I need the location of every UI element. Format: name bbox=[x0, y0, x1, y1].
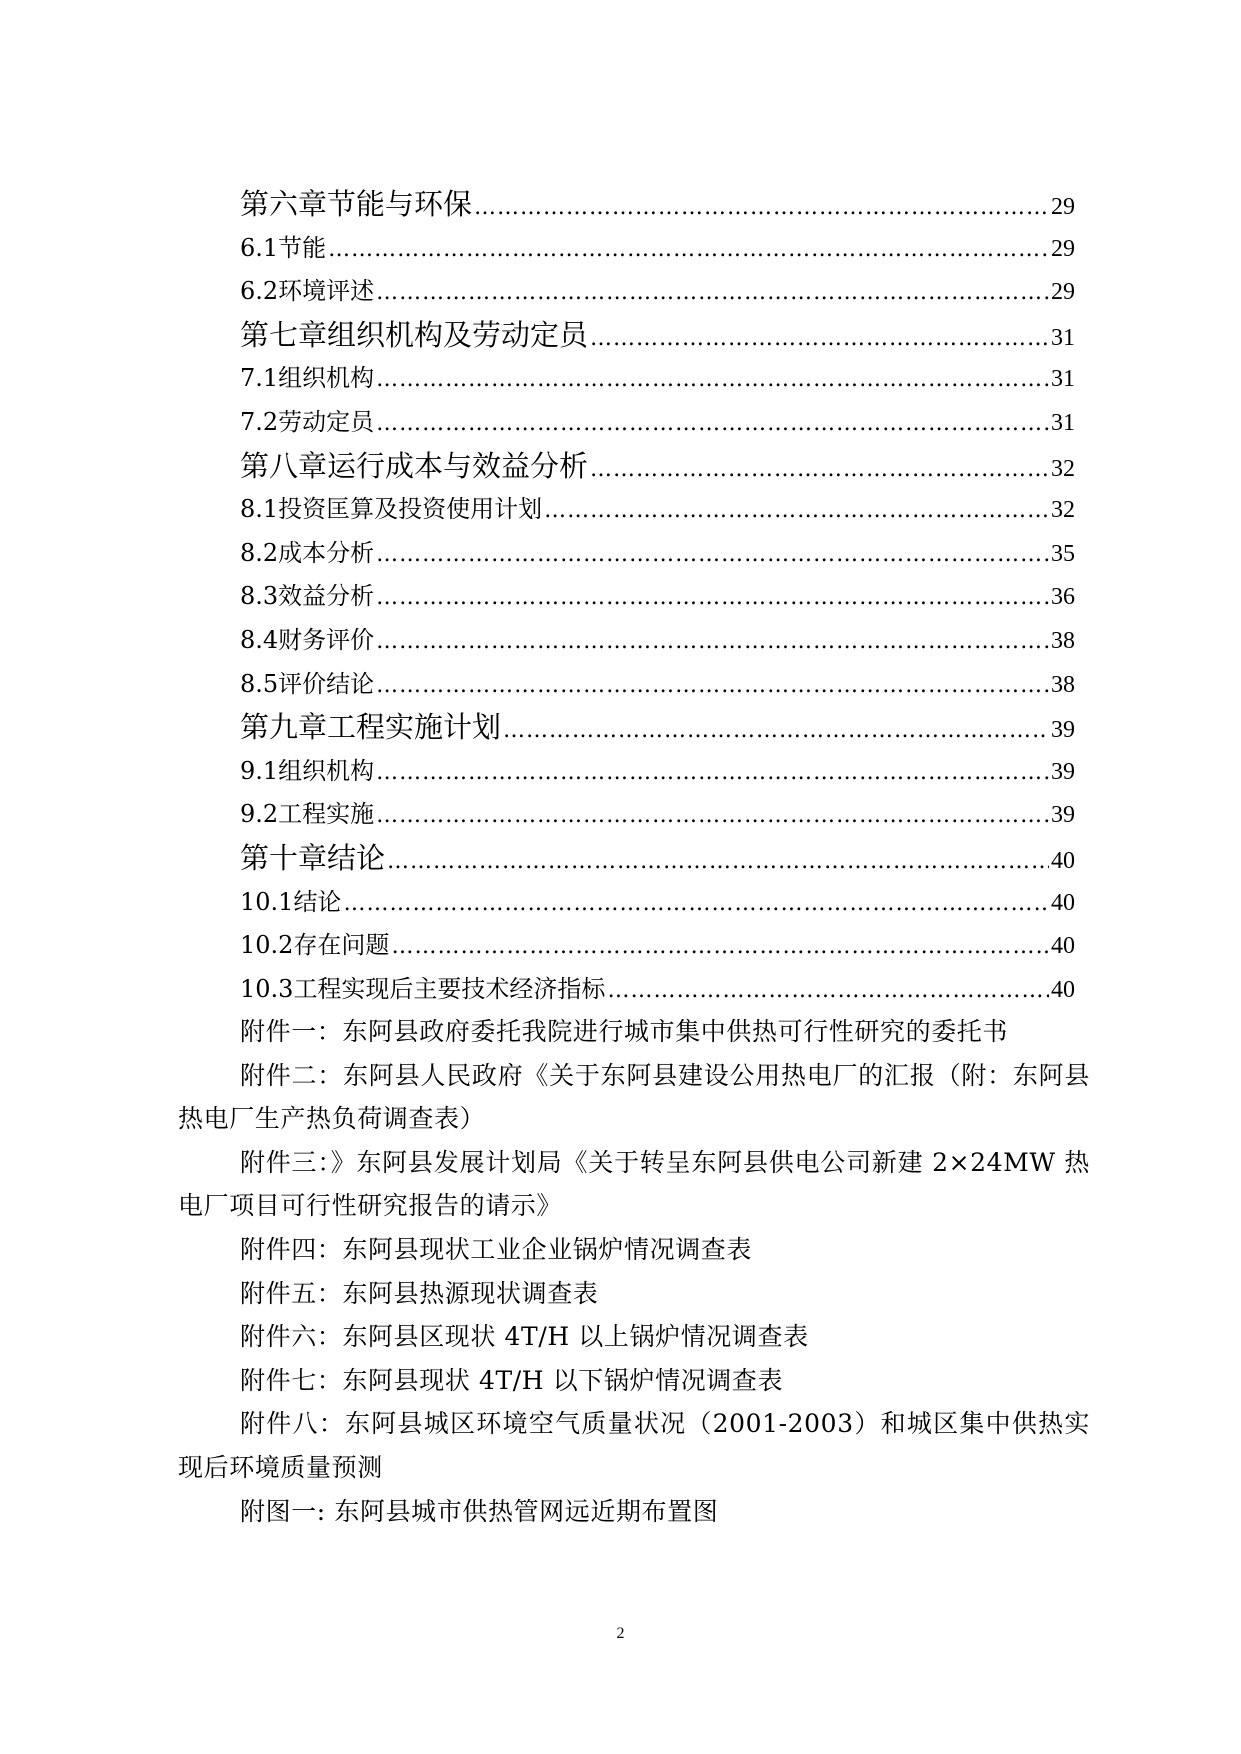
toc-title: 运行成本与效益分析 bbox=[327, 448, 589, 483]
toc-page-number: 31 bbox=[1051, 366, 1075, 393]
toc-chapter[interactable] bbox=[240, 837, 1075, 881]
appendix-item: 附件三：》东阿县发展计划局《关于转呈东阿县供电公司新建 2×24MW 热电厂项目可行性研究报告的请示》 bbox=[178, 1147, 1090, 1221]
toc-page-number: 36 bbox=[1051, 584, 1075, 611]
toc-section[interactable] bbox=[240, 227, 1075, 271]
toc-section[interactable] bbox=[240, 924, 1075, 968]
toc-title: 效益分析 bbox=[278, 582, 375, 611]
toc-chapter[interactable] bbox=[240, 183, 1075, 227]
toc-page-number: 40 bbox=[1051, 847, 1075, 874]
toc-title: 结论 bbox=[327, 840, 386, 875]
toc-chapter[interactable] bbox=[240, 314, 1075, 358]
toc-title: 劳动定员 bbox=[278, 407, 375, 436]
toc-number: 8.2 bbox=[240, 538, 279, 567]
toc-leader bbox=[376, 794, 1049, 838]
toc-number: 8.1 bbox=[240, 495, 279, 524]
toc-page-number: 38 bbox=[1051, 671, 1075, 698]
toc-title: 投资匡算及投资使用计划 bbox=[278, 495, 543, 524]
toc-section[interactable] bbox=[240, 575, 1075, 619]
toc-leader bbox=[590, 317, 1049, 361]
toc-page-number: 40 bbox=[1051, 889, 1075, 916]
toc-section[interactable] bbox=[240, 532, 1075, 576]
toc-leader bbox=[503, 709, 1049, 753]
toc-leader bbox=[376, 620, 1049, 664]
toc-chapter[interactable] bbox=[240, 706, 1075, 750]
toc-section[interactable] bbox=[240, 793, 1075, 837]
toc-page-number: 31 bbox=[1051, 324, 1075, 351]
toc-section[interactable] bbox=[240, 663, 1075, 707]
toc-page-number: 39 bbox=[1051, 758, 1075, 785]
table-of-contents bbox=[240, 183, 1075, 1011]
toc-page-number: 40 bbox=[1051, 933, 1075, 960]
toc-number: 第九章 bbox=[240, 710, 328, 745]
toc-title: 环境评述 bbox=[278, 277, 375, 306]
toc-title: 工程实现后主要技术经济指标 bbox=[293, 974, 606, 1003]
toc-section[interactable] bbox=[240, 357, 1075, 401]
toc-number: 第八章 bbox=[240, 448, 328, 483]
toc-chapter[interactable] bbox=[240, 445, 1075, 489]
toc-section[interactable] bbox=[240, 881, 1075, 925]
toc-leader bbox=[328, 228, 1049, 272]
toc-title: 组织机构 bbox=[278, 364, 375, 393]
toc-number: 第十章 bbox=[240, 840, 328, 875]
toc-title: 组织机构 bbox=[278, 756, 375, 785]
toc-leader bbox=[376, 576, 1049, 620]
toc-page-number: 32 bbox=[1051, 497, 1075, 524]
toc-number: 第七章 bbox=[240, 317, 328, 352]
toc-number: 10.3 bbox=[240, 974, 294, 1003]
toc-section[interactable] bbox=[240, 270, 1075, 314]
toc-number: 8.4 bbox=[240, 625, 279, 654]
toc-leader bbox=[376, 271, 1049, 315]
toc-leader bbox=[590, 448, 1049, 492]
page-number: 2 bbox=[616, 1625, 625, 1642]
toc-number: 第六章 bbox=[240, 187, 328, 221]
toc-number: 7.1 bbox=[240, 364, 279, 393]
toc-leader bbox=[376, 402, 1049, 446]
toc-page-number: 29 bbox=[1051, 279, 1075, 306]
toc-title: 节能与环保 bbox=[327, 187, 473, 221]
appendix-item: 附件六：东阿县区现状 4T/H 以上锅炉情况调查表 bbox=[240, 1322, 809, 1352]
toc-number: 8.5 bbox=[240, 669, 279, 698]
toc-leader bbox=[376, 751, 1049, 795]
toc-page-number: 29 bbox=[1051, 235, 1075, 262]
toc-leader bbox=[391, 925, 1049, 969]
appendix-item: 附件八：东阿县城区环境空气质量状况（2001-2003）和城区集中供热实现后环境质量预测 bbox=[178, 1409, 1090, 1482]
appendix-item: 附件二：东阿县人民政府《关于东阿县建设公用热电厂的汇报（附：东阿县热电厂生产热负荷调查表） bbox=[178, 1060, 1090, 1134]
appendix-item: 附件四：东阿县现状工业企业锅炉情况调查表 bbox=[240, 1234, 753, 1264]
toc-section[interactable] bbox=[240, 401, 1075, 445]
toc-title: 节能 bbox=[278, 233, 327, 262]
toc-title: 评价结论 bbox=[278, 669, 375, 698]
toc-leader bbox=[474, 186, 1049, 230]
toc-leader bbox=[343, 882, 1049, 926]
toc-title: 结论 bbox=[293, 887, 342, 916]
toc-leader bbox=[376, 358, 1049, 402]
toc-section[interactable] bbox=[240, 750, 1075, 794]
toc-number: 8.3 bbox=[240, 582, 279, 611]
toc-leader bbox=[387, 840, 1049, 884]
toc-section[interactable] bbox=[240, 488, 1075, 532]
toc-leader bbox=[376, 533, 1049, 577]
toc-number: 9.2 bbox=[240, 800, 279, 829]
toc-page-number: 31 bbox=[1051, 409, 1075, 436]
toc-title: 成本分析 bbox=[278, 538, 375, 567]
toc-number: 6.1 bbox=[240, 233, 279, 262]
toc-section[interactable] bbox=[240, 619, 1075, 663]
toc-page-number: 40 bbox=[1051, 976, 1075, 1003]
appendix-item: 附件五：东阿县热源现状调查表 bbox=[240, 1278, 599, 1308]
toc-page-number: 35 bbox=[1051, 540, 1075, 567]
toc-leader bbox=[376, 664, 1049, 708]
toc-title: 财务评价 bbox=[278, 625, 375, 654]
toc-page-number: 39 bbox=[1051, 717, 1075, 744]
appendix-item: 附件一：东阿县政府委托我院进行城市集中供热可行性研究的委托书 bbox=[240, 1017, 1009, 1046]
toc-leader bbox=[607, 969, 1049, 1013]
toc-title: 工程实施 bbox=[278, 800, 375, 829]
toc-number: 7.2 bbox=[240, 407, 279, 436]
toc-page-number: 29 bbox=[1051, 194, 1075, 220]
appendix-item: 附图一: 东阿县城市供热管网远近期布置图 bbox=[240, 1496, 719, 1526]
toc-page-number: 39 bbox=[1051, 802, 1075, 829]
toc-title: 组织机构及劳动定员 bbox=[327, 317, 589, 352]
toc-page-number: 32 bbox=[1051, 455, 1075, 482]
toc-number: 10.1 bbox=[240, 887, 294, 916]
toc-number: 6.2 bbox=[240, 277, 279, 306]
toc-leader bbox=[544, 489, 1049, 533]
toc-page-number: 38 bbox=[1051, 627, 1075, 654]
toc-number: 10.2 bbox=[240, 931, 294, 960]
toc-number: 9.1 bbox=[240, 756, 279, 785]
appendix-item: 附件七：东阿县现状 4T/H 以下锅炉情况调查表 bbox=[240, 1365, 784, 1395]
toc-section[interactable] bbox=[240, 968, 1075, 1012]
appendix-list bbox=[178, 1010, 1090, 1533]
toc-title: 工程实施计划 bbox=[327, 710, 502, 745]
toc-title: 存在问题 bbox=[293, 931, 390, 960]
